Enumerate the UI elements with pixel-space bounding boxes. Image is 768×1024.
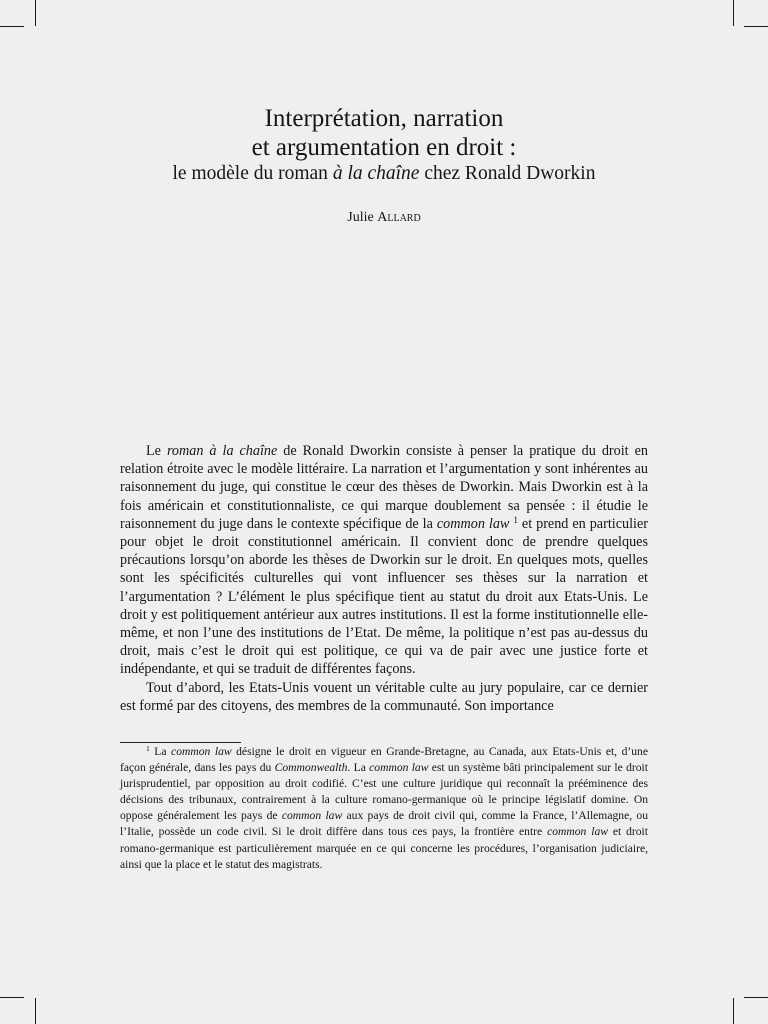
title-line-1: Interprétation, narration bbox=[264, 105, 504, 132]
footnote-ref[interactable]: 1 bbox=[513, 514, 518, 525]
paragraph-text: et prend en particulier pour objet le droit constitutionnel américain. Il convient donc de prendre quelques précautions lorsqu’on aborde les thèses de Dworkin sur le droit. En quelques mots, quelles sont les spécificités culturelles qui vont influencer ses thèses sur la narration et l’argumentation ? L’élément le plus spécifique tient au statut du droit aux Etats-Unis. Le droit y est politiquement antérieur aux autres institutions. Il est la forme institutionnelle elle-même, et non l’une des institutions de l’Etat. De même, la politique n’est pas au-dessus du droit, mais c’est le droit qui est politique, ce qui va de pair avec une justice forte et indépendante, et qui se traduit de différentes façons. bbox=[120, 515, 648, 678]
crop-mark-bottom-right-v bbox=[733, 998, 734, 1024]
italic-term: common law bbox=[436, 515, 510, 532]
footnote-segment: aux pays de droit civil qui, comme la France, l’Allemagne, ou l’Italie, possède un code civil. Si le droit diffère dans tous ces pays, la frontière entre bbox=[120, 809, 649, 839]
italic-term: roman à la chaîne bbox=[166, 443, 278, 459]
crop-mark-top-right-v bbox=[733, 0, 734, 26]
author-first-name: Julie bbox=[347, 210, 378, 225]
footnote-text bbox=[120, 744, 648, 873]
footnote-segment: désigne le droit en vigueur en Grande-Bretagne, au Canada, aux Etats-Unis et, d’une façon générale, dans les pays du bbox=[120, 745, 648, 775]
article-title bbox=[0, 104, 768, 186]
footnote-segment: . La bbox=[347, 761, 370, 775]
crop-mark-top-right-h bbox=[744, 26, 768, 27]
crop-mark-bottom-right-h bbox=[744, 997, 768, 998]
crop-mark-top-left-v bbox=[35, 0, 36, 26]
italic-term: common law bbox=[171, 745, 232, 758]
crop-mark-bottom-left-h bbox=[0, 997, 24, 998]
subtitle-part-b: chez Ronald Dworkin bbox=[419, 163, 596, 184]
author-name bbox=[0, 210, 768, 226]
subtitle bbox=[0, 162, 768, 186]
body-text bbox=[120, 442, 648, 715]
paragraph-2: Tout d’abord, les Etats-Unis vouent un véritable culte au jury populaire, car ce dernier est formé par des citoyens, des membres de la communauté. Son importance bbox=[120, 679, 648, 714]
italic-term: common law bbox=[547, 825, 608, 839]
italic-term: Commonwealth bbox=[274, 761, 348, 775]
paragraph-1 bbox=[120, 442, 648, 679]
subtitle-part-a: le modèle du roman bbox=[172, 163, 333, 184]
paragraph-text: Le bbox=[146, 443, 167, 459]
italic-term: common law bbox=[369, 761, 429, 775]
footnote-1 bbox=[120, 744, 648, 873]
author-last-name: Allard bbox=[377, 210, 421, 225]
crop-mark-bottom-left-v bbox=[35, 998, 36, 1024]
paragraph-text: de Ronald Dworkin consiste à penser la pratique du droit en relation étroite avec le modèle littéraire. La narration et l’argumentation y sont inhérentes au raisonnement du juge, qui constitue le cœur des thèses de Dworkin. Mais Dworkin est à la fois américain et constitutionnaliste, ce qui marque doublement sa pensée : il étudie le raisonnement du juge dans le contexte spécifique de la bbox=[120, 443, 648, 532]
subtitle-italic: à la chaîne bbox=[332, 163, 420, 184]
crop-mark-top-left-h bbox=[0, 26, 24, 27]
footnote-separator bbox=[120, 742, 241, 743]
footnote-segment: La bbox=[154, 745, 172, 758]
footnote-segment: est un système bâti principalement sur le droit jurisprudentiel, par opposition au droit codifié. C’est une culture juridique qui reconnaît la prééminence des décisions des tribunaux, contrairement à la culture romano-germanique où le principe législatif domine. On oppose généralement les pays de bbox=[120, 761, 648, 823]
footnote-number: 1 bbox=[146, 743, 150, 753]
title-line-2: et argumentation en droit : bbox=[251, 134, 517, 161]
italic-term: common law bbox=[281, 809, 343, 823]
footnote-segment: et droit romano-germanique est particulièrement marquée en ce qui concerne les procédures, l’organisation judiciaire, ainsi que la place et le statut des magistrats. bbox=[120, 825, 648, 871]
